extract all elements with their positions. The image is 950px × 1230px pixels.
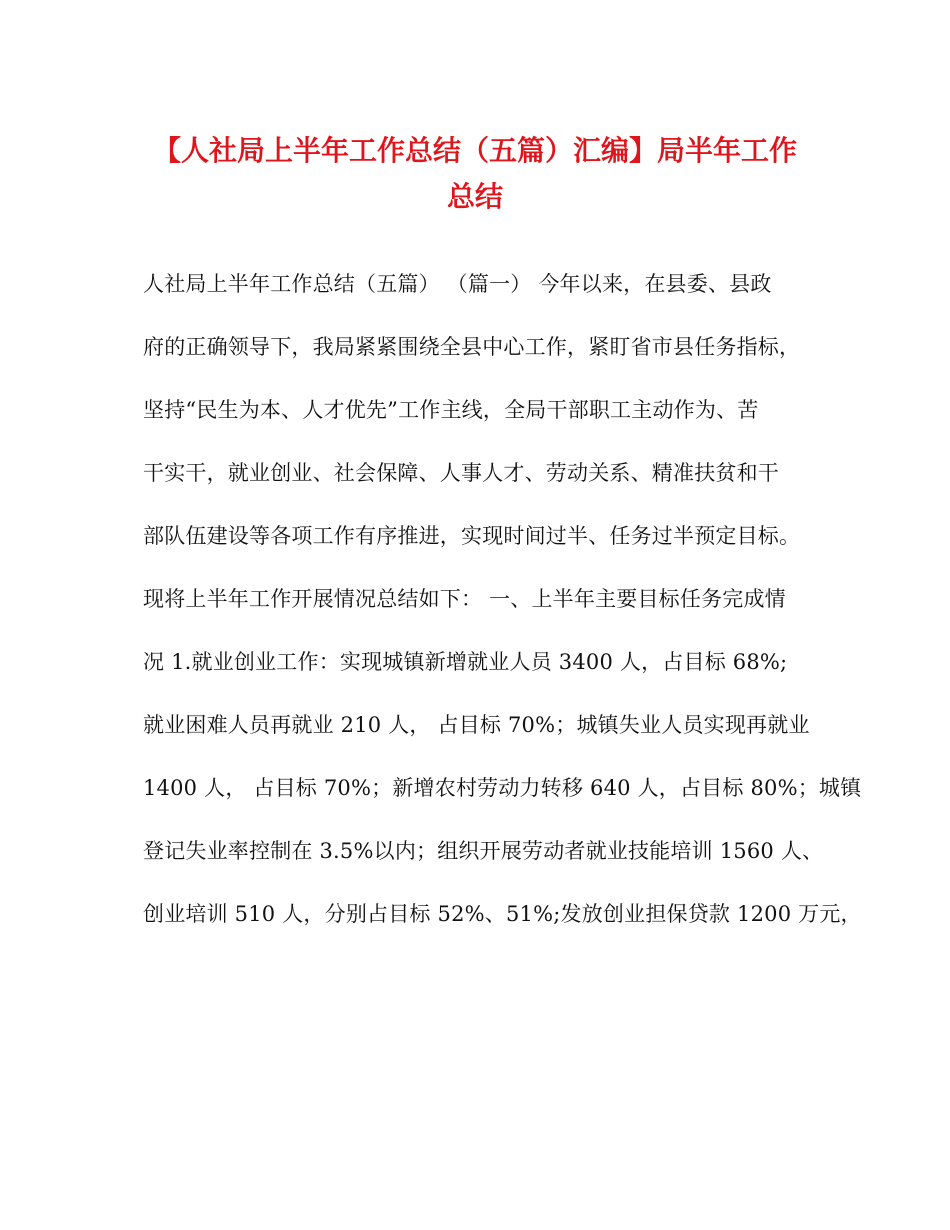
body-text-line: 登记失业率控制在 3.5%以内；组织开展劳动者就业技能培训 1560 人、: [143, 839, 824, 863]
body-text-line: 就业困难人员再就业 210 人， 占目标 70%；城镇失业人员实现再就业: [143, 713, 810, 737]
document-title-line-2: 总结: [446, 180, 503, 213]
body-text-line: 坚持“民生为本、人才优先”工作主线，全局干部职工主动作为、苦: [143, 398, 759, 422]
document-title-line-1: 【人社局上半年工作总结（五篇）汇编】局半年工作: [152, 134, 797, 167]
body-text-line: 创业培训 510 人，分别占目标 52%、51%;发放创业担保贷款 1200 万元，: [143, 902, 862, 926]
body-text-line: 现将上半年工作开展情况总结如下： 一、上半年主要目标任务完成情: [143, 587, 786, 611]
body-text-line: 人社局上半年工作总结（五篇） （篇一） 今年以来，在县委、县政: [143, 272, 772, 296]
body-text-line: 干实干，就业创业、社会保障、人事人才、劳动关系、精准扶贫和干: [143, 461, 779, 485]
body-text-line: 况 1.就业创业工作：实现城镇新增就业人员 3400 人，占目标 68%;: [143, 650, 788, 674]
body-text-line: 1400 人， 占目标 70%；新增农村劳动力转移 640 人，占目标 80%；城镇: [143, 776, 862, 800]
body-text-line: 府的正确领导下，我局紧紧围绕全县中心工作，紧盯省市县任务指标，: [143, 335, 801, 359]
body-text-line: 部队伍建设等各项工作有序推进，实现时间过半、任务过半预定目标。: [143, 524, 801, 548]
